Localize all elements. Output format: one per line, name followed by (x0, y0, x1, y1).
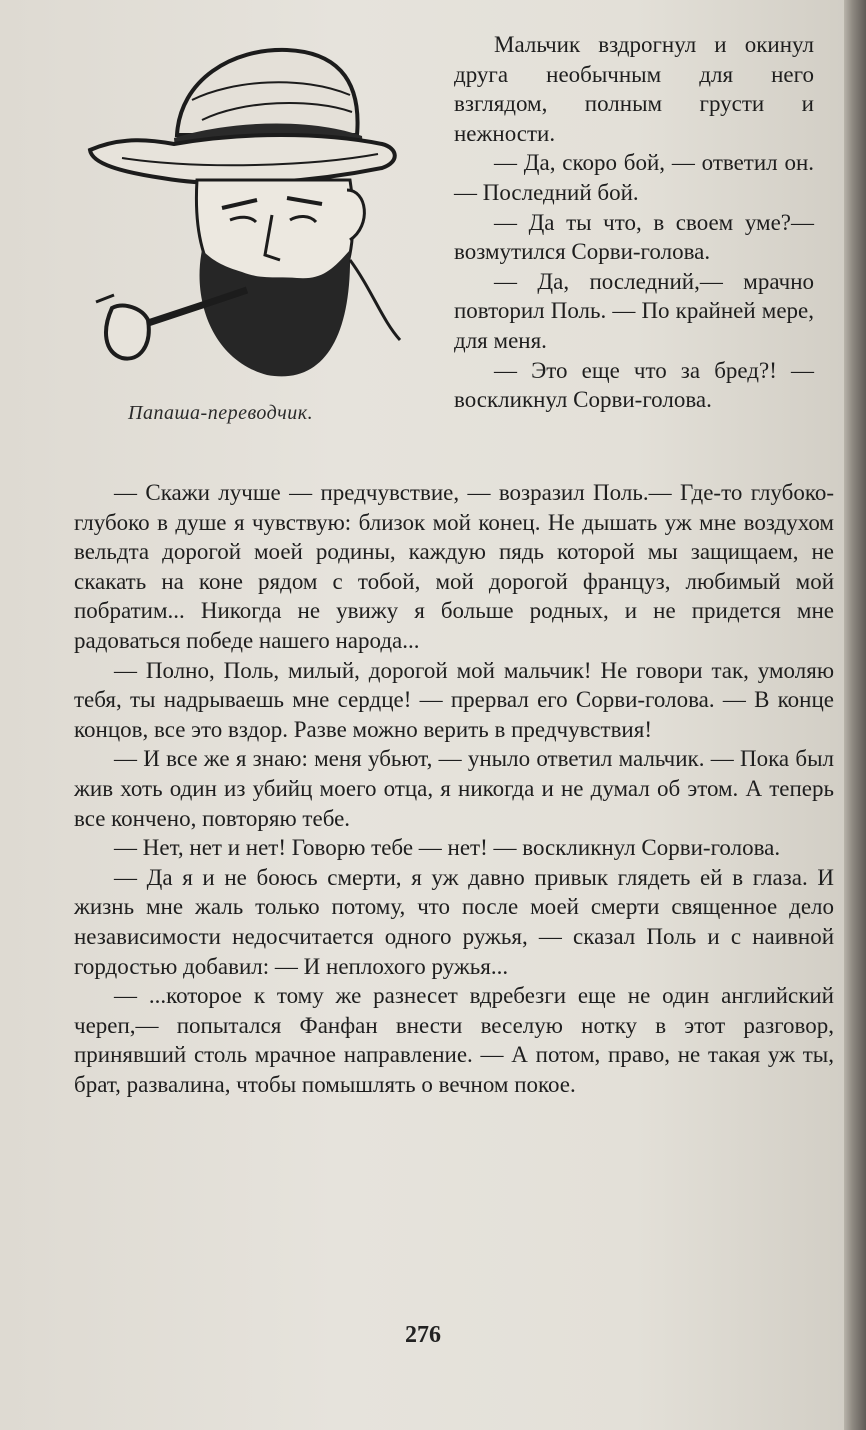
paragraph: — Скажи лучше — предчувствие, — возразил Поль.— Где-то глубоко-глубоко в душе я чувствую: близок мой конец. Не дышать уж мне воздухом вельдта дорогой моей родины, каждую пядь которой мы защищаем, не скакать на коне рядом с тобой, мой дорогой француз, любимый мой побратим... Никогда не увижу я больше родных, и не придется мне радоваться победе нашего народа... (74, 480, 834, 653)
book-spine (844, 0, 866, 1430)
paragraph: — ...которое к тому же разнесет вдребезги еще не один английский череп,— попытался Фанфан внести веселую нотку в этот разговор, принявший столь мрачное направление. — А потом, право, не такая уж ты, брат, развалина, чтобы помышлять о вечном покое. (74, 983, 834, 1097)
paragraph: — Да я и не боюсь смерти, я уж давно привык глядеть ей в глаза. И жизнь мне жаль только потому, что после моей смерти священное дело независимости недосчитается одного ружья, — сказал Поль и с наивной гордостью добавил: — И неплохого ружья... (74, 864, 834, 979)
paragraph: — Нет, нет и нет! Говорю тебе — нет! — воскликнул Сорви-голова. (114, 835, 781, 861)
paragraph: — И все же я знаю: меня убьют, — уныло ответил мальчик. — Пока был жив хоть один из убийц моего отца, я никогда и не думал об этом. А теперь все кончено, повторяю тебе. (74, 746, 834, 831)
paragraph: Мальчик вздрогнул и окинул друга необычным для него взглядом, полным грусти и нежности. (454, 32, 814, 146)
page-number: 276 (405, 1322, 441, 1348)
main-text (74, 478, 834, 1099)
paragraph: — Да ты что, в своем уме?— возмутился Сорви-голова. (454, 209, 814, 265)
man-in-hat-illustration (82, 40, 412, 390)
illustration-caption: Папаша-переводчик. (128, 402, 314, 424)
right-column-text (454, 30, 814, 415)
paragraph: — Да, скоро бой, — ответил он. — Последний бой. (454, 150, 814, 205)
paragraph: — Да, последний,— мрачно повторил Поль. — По крайней мере, для меня. (454, 268, 814, 353)
paragraph: — Полно, Поль, милый, дорогой мой мальчик! Не говори так, умоляю тебя, ты надрываешь мне сердце! — прервал его Сорви-голова. — В конце концов, все это вздор. Разве можно верить в предчувствия! (74, 657, 834, 742)
paragraph: — Это еще что за бред?! — воскликнул Сорви-голова. (454, 357, 814, 413)
